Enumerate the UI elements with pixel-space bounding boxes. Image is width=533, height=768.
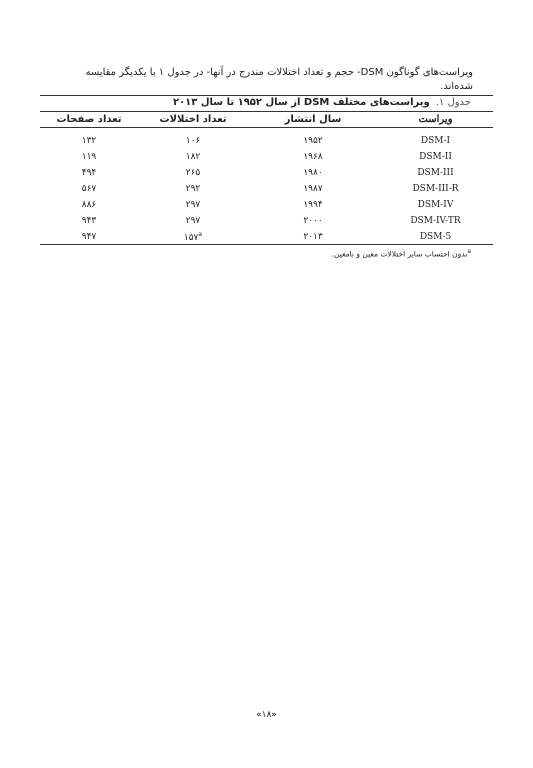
cell-disorders: ۱۸۲ xyxy=(185,152,201,162)
cell-year: ۲۰۱۳ xyxy=(303,232,323,242)
footnote-marker: a xyxy=(198,231,203,238)
table-row xyxy=(40,127,493,149)
table-top-rule xyxy=(40,95,493,96)
intro-paragraph: ویراست‌های گوناگون DSM- حجم و تعداد اختلالات مندرج در آنها- در جدول ۱ با یکدیگر مقایسه شده‌اند. xyxy=(85,67,473,92)
header-year: سال انتشار xyxy=(284,114,342,125)
cell-pages: ۵۶۷ xyxy=(81,184,97,194)
cell-edition: DSM-II xyxy=(419,152,452,162)
table-header-row xyxy=(40,112,493,127)
cell-disorders: ۱۰۶ xyxy=(185,136,201,146)
cell-disorders: ۲۹۷ xyxy=(185,216,201,226)
table-row xyxy=(40,149,493,165)
cell-pages: ۸۸۶ xyxy=(81,200,97,210)
cell-edition: DSM-III xyxy=(417,168,454,178)
caption-title: ویراست‌های مختلف DSM از سال ۱۹۵۲ تا سال ۲۰۱۳ xyxy=(172,97,430,108)
cell-year: ۱۹۸۰ xyxy=(303,168,323,178)
cell-edition: DSM-IV-TR xyxy=(410,216,461,226)
cell-edition: DSM-5 xyxy=(419,232,452,242)
cell-disorders-value: ۱۵۷ xyxy=(183,233,199,243)
cell-edition: DSM-IV xyxy=(417,200,454,210)
cell-edition: DSM-I xyxy=(420,136,451,146)
table-bottom-rule xyxy=(40,244,493,245)
header-pages: تعداد صفحات xyxy=(56,114,122,125)
table-caption xyxy=(40,97,471,108)
cell-pages: ۹۴۳ xyxy=(81,216,97,226)
cell-pages: ۴۹۴ xyxy=(81,168,97,178)
cell-year: ۱۹۵۲ xyxy=(303,136,323,146)
header-disorders: تعداد اختلالات xyxy=(159,114,227,125)
cell-year: ۱۹۸۷ xyxy=(303,184,323,194)
page-number: «۱۸» xyxy=(256,710,277,720)
cell-year: ۱۹۹۴ xyxy=(303,200,323,210)
cell-year: ۲۰۰۰ xyxy=(303,216,323,226)
footnote-text: بدون احتساب سایر اختلالات معین و نامعین. xyxy=(331,249,468,259)
cell-disorders: ۲۹۷ xyxy=(185,200,201,210)
cell-edition: DSM-III-R xyxy=(412,184,459,194)
cell-pages: ۱۱۹ xyxy=(81,152,97,162)
table-row xyxy=(40,213,493,229)
dsm-editions-table xyxy=(40,112,493,245)
table-row xyxy=(40,165,493,181)
cell-pages: ۱۳۲ xyxy=(81,136,97,146)
table-row xyxy=(40,197,493,213)
table-footnote xyxy=(300,248,471,259)
cell-disorders xyxy=(138,229,248,245)
footnote-mark: a xyxy=(467,248,471,255)
cell-year: ۱۹۶۸ xyxy=(303,152,323,162)
cell-disorders: ۲۹۲ xyxy=(185,184,201,194)
header-edition: ویراست xyxy=(418,114,453,125)
table-row xyxy=(40,181,493,197)
caption-number: جدول ۱. xyxy=(435,97,471,108)
cell-pages: ۹۴۷ xyxy=(81,232,97,242)
cell-disorders: ۲۶۵ xyxy=(185,168,201,178)
table-row xyxy=(40,229,493,245)
